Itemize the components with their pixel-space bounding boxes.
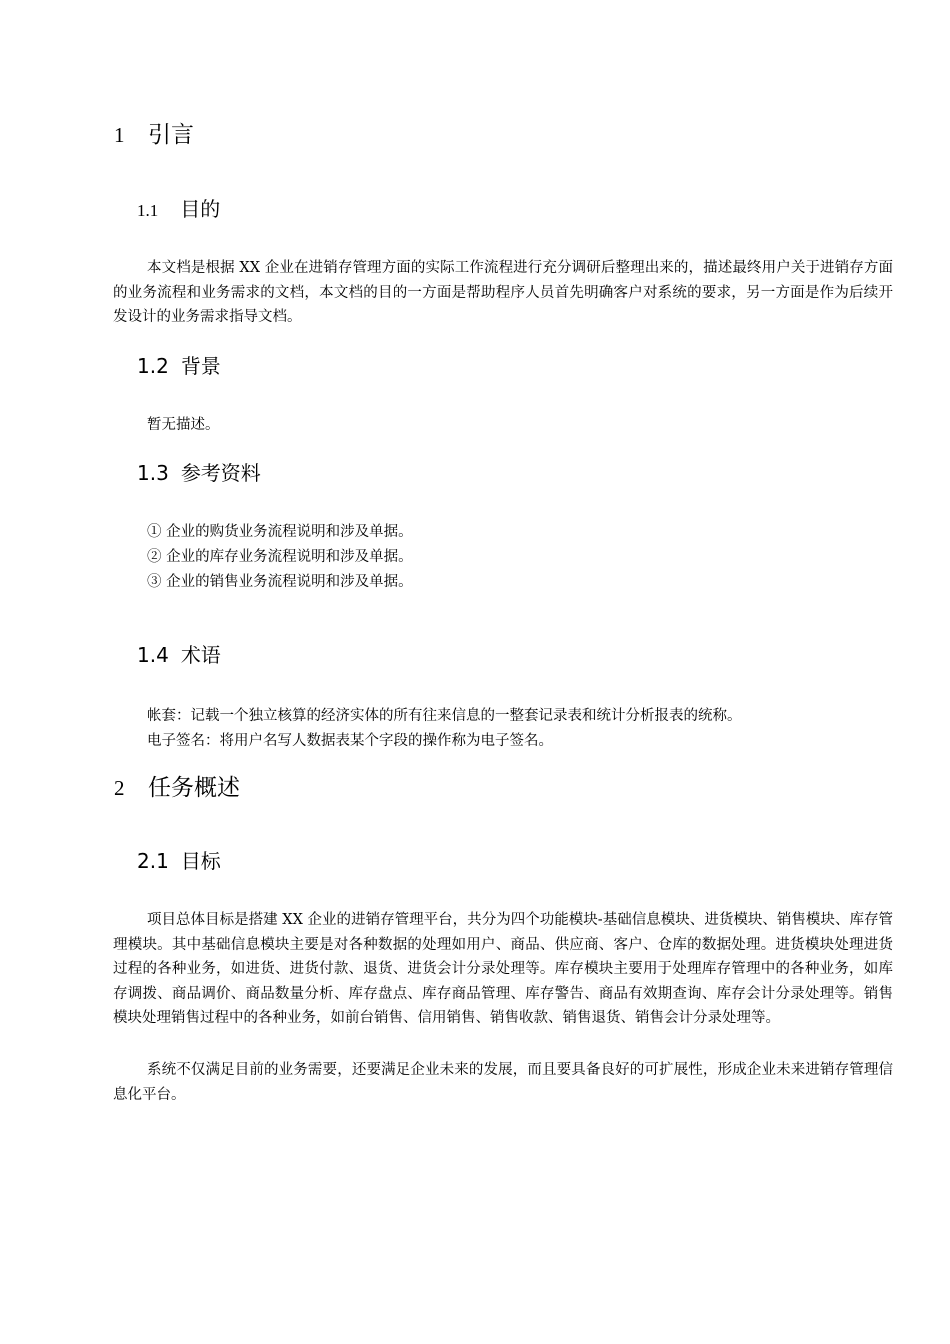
goal-paragraph: 项目总体目标是搭建 XX 企业的进销存管理平台，共分为四个功能模块-基础信息模块、进货模块、销售模块、库存管理模块。其中基础信息模块主要是对各种数据的处理如用户、商品、供应商、客户、仓库的数据处理。进货模块处理进货过程的各种业务，如进货、进货付款、退货、进货会计分录处理等。库存模块主要用于处理库存管理中的各种业务，如库存调拨、商品调价、商品数量分析、库存盘点、库存商品管理、库存警告、商品有效期查询、库存会计分录处理等。销售模块处理销售过程中的各种业务，如前台销售、信用销售、销售收款、销售退货、销售会计分录处理等。	[113, 912, 893, 1026]
heading-section-1-3	[137, 460, 261, 486]
heading-number: 1.3	[137, 461, 169, 485]
heading-title: 引言	[148, 122, 194, 148]
purpose-paragraph: 本文档是根据 XX 企业在进销存管理方面的实际工作流程进行充分调研后整理出来的，描述最终用户关于进销存方面的业务流程和业务需求的文档，本文档的目的一方面是帮助程序人员首先明确客户对系统的要求，另一方面是作为后续开发设计的业务需求指导文档。	[113, 260, 893, 325]
goal-paragraph: 系统不仅满足目前的业务需要，还要满足企业未来的发展，而且要具备良好的可扩展性，形成企业未来进销存管理信息化平台。	[113, 1062, 893, 1103]
heading-title: 参考资料	[180, 461, 261, 485]
heading-number: 2	[114, 776, 125, 800]
heading-section-1	[114, 120, 194, 150]
heading-number: 2.1	[137, 849, 169, 873]
heading-number: 1.4	[137, 643, 169, 667]
reference-item: ② 企业的库存业务流程说明和涉及单据。	[147, 549, 413, 565]
heading-section-1-1	[137, 196, 220, 224]
heading-title: 术语	[180, 643, 221, 667]
reference-item: ③ 企业的销售业务流程说明和涉及单据。	[147, 574, 413, 590]
heading-title: 目标	[180, 849, 221, 873]
heading-section-2	[114, 773, 240, 803]
heading-section-2-1	[137, 848, 221, 874]
background-text: 暂无描述。	[147, 417, 220, 433]
term-item: 电子签名：将用户名写人数据表某个字段的操作称为电子签名。	[147, 733, 553, 749]
heading-number: 1.1	[137, 201, 159, 220]
term-item: 帐套：记载一个独立核算的经济实体的所有往来信息的一整套记录表和统计分析报表的统称。	[147, 708, 742, 724]
heading-number: 1	[114, 123, 125, 147]
heading-section-1-4	[137, 642, 221, 668]
heading-title: 任务概述	[148, 775, 240, 801]
heading-title: 背景	[180, 354, 221, 378]
heading-number: 1.2	[137, 354, 169, 378]
heading-section-1-2	[137, 353, 221, 379]
heading-title: 目的	[180, 197, 221, 221]
reference-item: ① 企业的购货业务流程说明和涉及单据。	[147, 524, 413, 540]
